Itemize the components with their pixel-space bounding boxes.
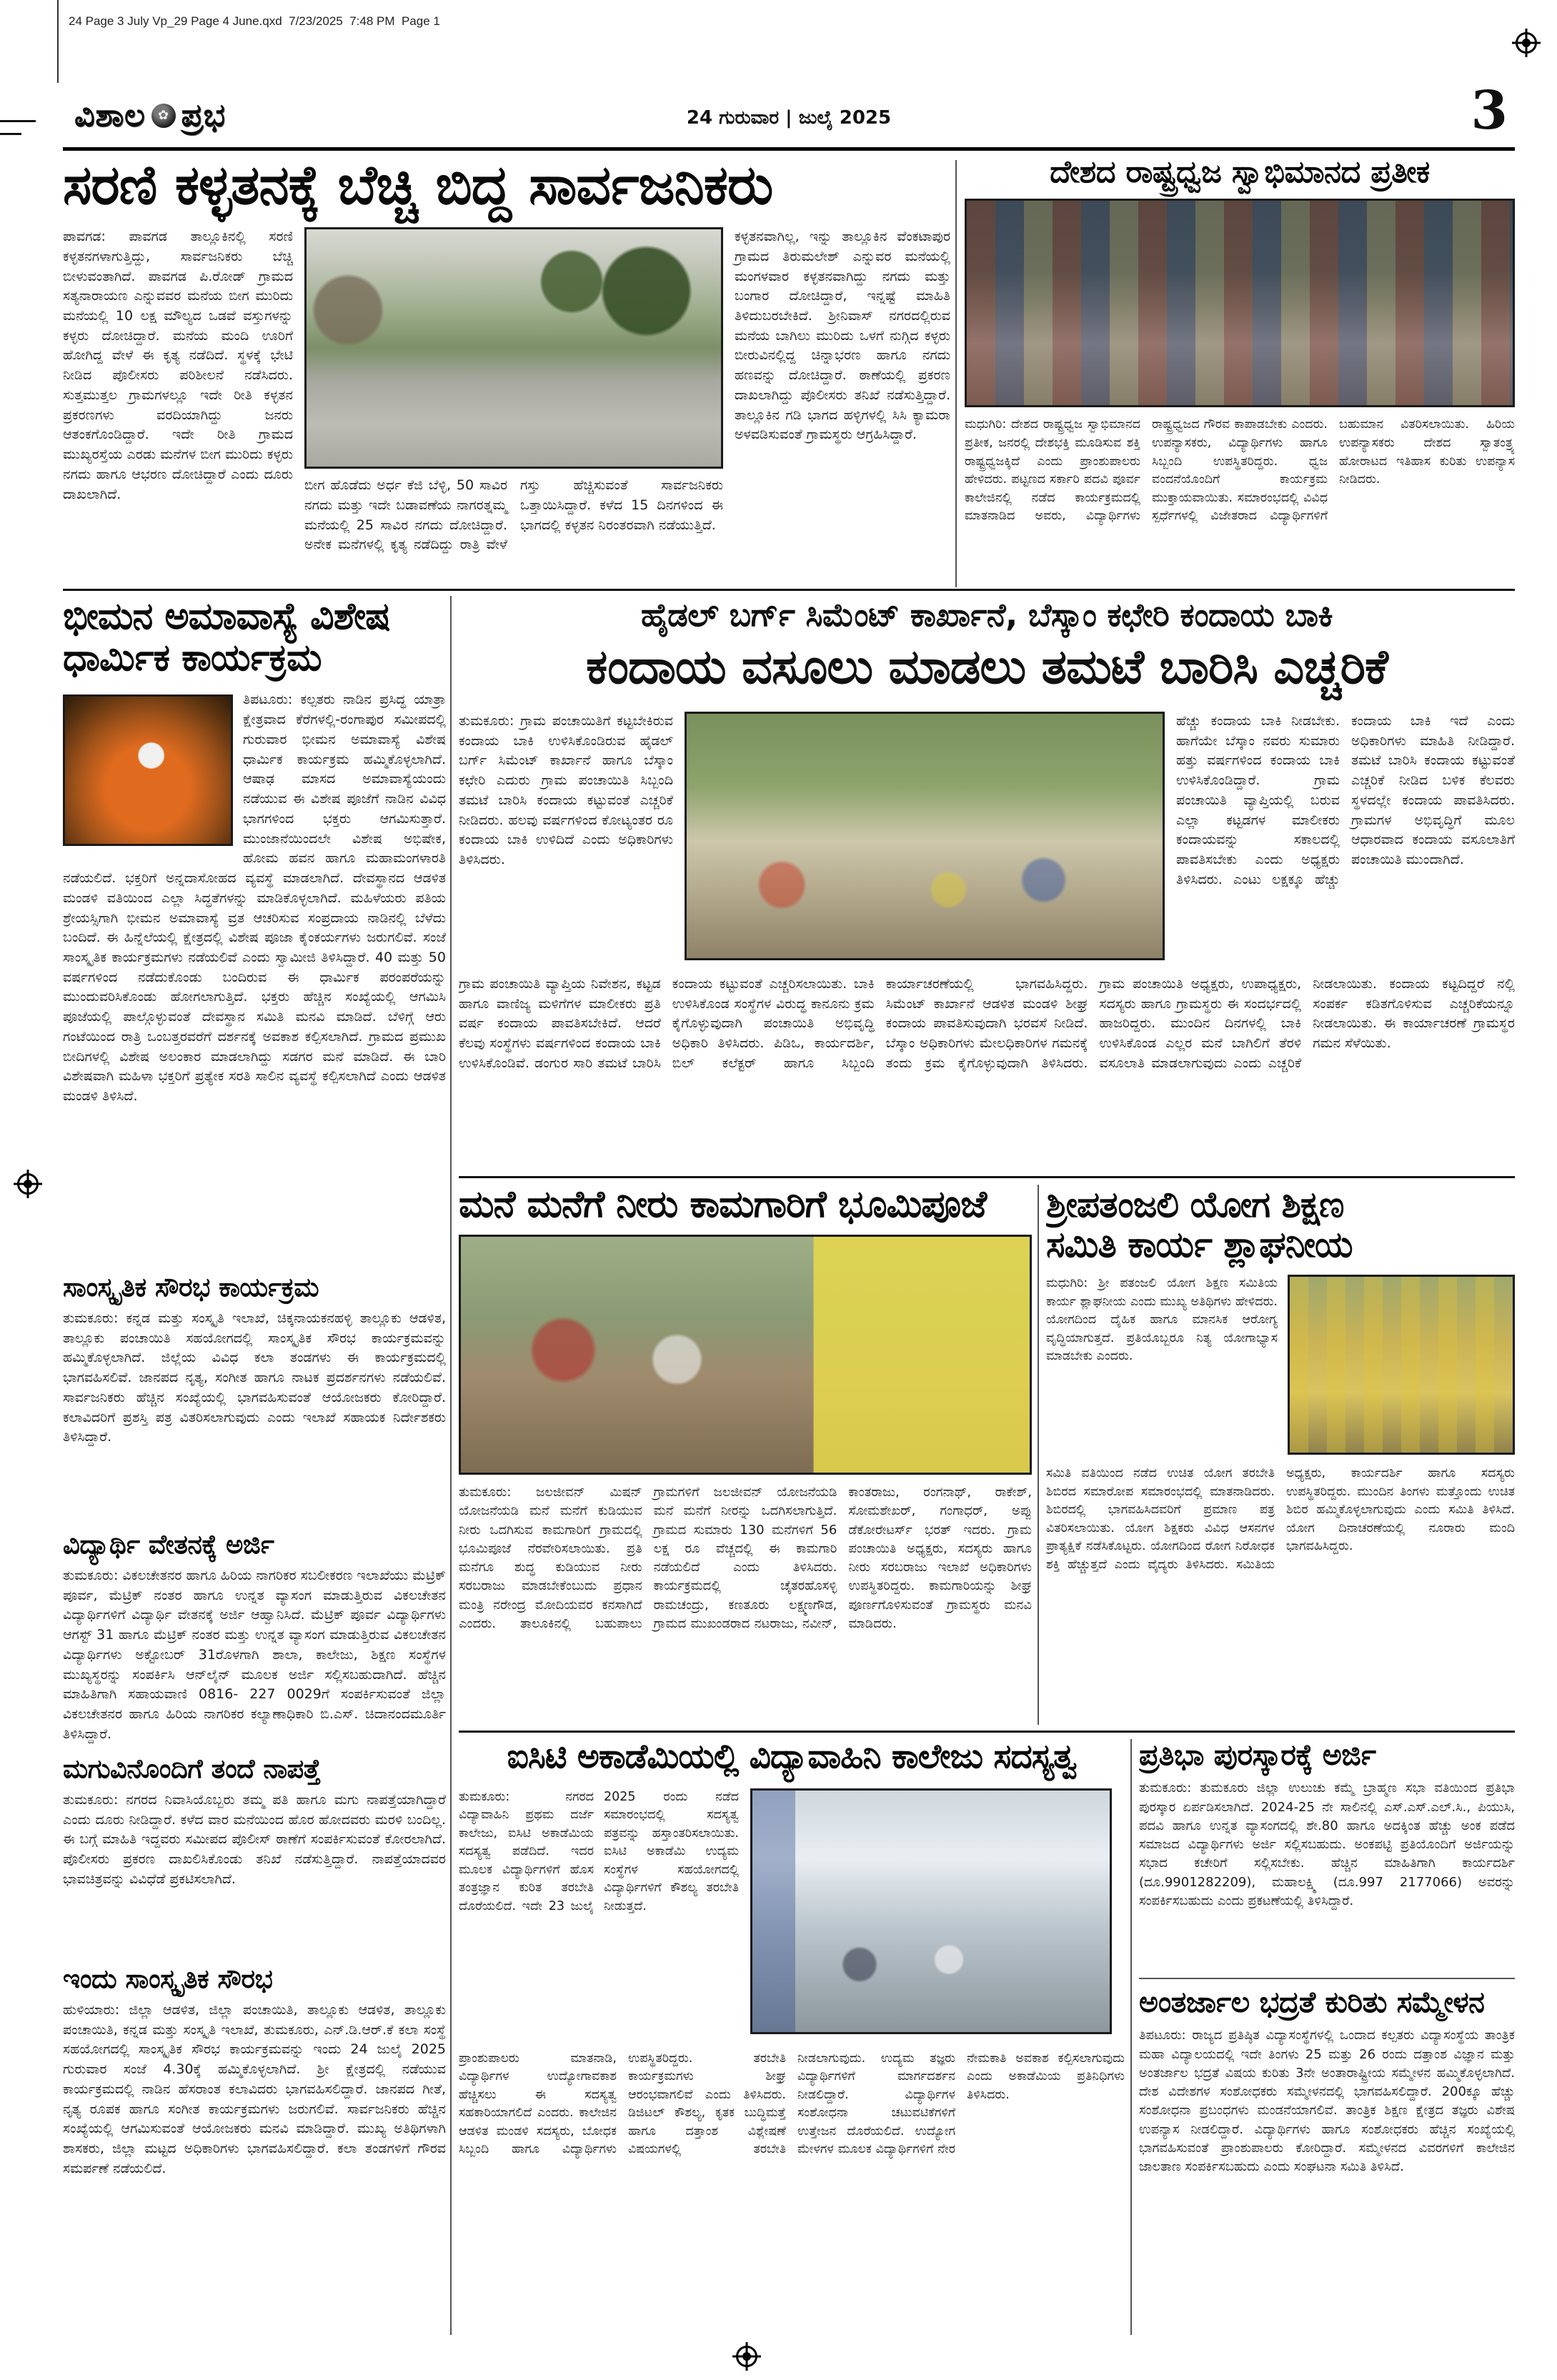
article-revenue-warning bbox=[459, 596, 1515, 1173]
article-photo-column bbox=[304, 227, 723, 587]
article-body: ತುಮಕೂರು: ಕನ್ನಡ ಮತ್ತು ಸಂಸ್ಕೃತಿ ಇಲಾಖೆ, ಚಿಕ್ಕನಾಯಕನಹಳ್ಳಿ ತಾಲ್ಲೂಕು ಆಡಳಿತ, ತಾಲ್ಲೂಕು ಪಂಚಾಯಿತಿ ಸಹಯೋಗದಲ್ಲಿ ಸಾಂಸ್ಕೃತಿಕ ಸೌರಭ ಕಾರ್ಯಕ್ರಮವನ್ನು ಹಮ್ಮಿಕೊಳ್ಳಲಾಗಿದೆ. ಜಿಲ್ಲೆಯ ವಿವಿಧ ಕಲಾ ತಂಡಗಳು ಈ ಕಾರ್ಯಕ್ರಮದಲ್ಲಿ ಭಾಗವಹಿಸಲಿವೆ. ಜಾನಪದ ನೃತ್ಯ, ಸಂಗೀತ ಹಾಗೂ ನಾಟಕ ಪ್ರದರ್ಶನಗಳು ನಡೆಯಲಿವೆ. ಸಾರ್ವಜನಿಕರು ಹೆಚ್ಚಿನ ಸಂಖ್ಯೆಯಲ್ಲಿ ಭಾಗವಹಿಸುವಂತೆ ಆಯೋಜಕರು ಕೋರಿದ್ದಾರೆ. ಕಲಾವಿದರಿಗೆ ಪ್ರಶಸ್ತಿ ಪತ್ರ ವಿತರಿಸಲಾಗುವುದು ಎಂದು ಇಲಾಖೆ ಸಹಾಯಕ ನಿರ್ದೇಶಕರು ತಿಳಿಸಿದ್ದಾರೆ. bbox=[63, 1310, 446, 1445]
article-cultural-today bbox=[63, 1965, 446, 2335]
article-body-row bbox=[63, 227, 950, 587]
photo-bhoomi-pooja bbox=[459, 1235, 1032, 1475]
photo-tamate-group bbox=[685, 712, 1165, 960]
article-body-column: ಕಳ್ಳತನವಾಗಿಲ್ಲ, ಇನ್ನು ತಾಲ್ಲೂಕಿನ ವೆಂಕಟಾಪುರ ಗ್ರಾಮದ ತಿರುಮಲೇಶ್ ಎನ್ನುವರ ಮನೆಯಲ್ಲಿ ಮಂಗಳವಾರ ಕಳ್ಳತನವಾಗಿದ್ದು ನಗದು ಮತ್ತು ಬಂಗಾರ ದೋಚಿದ್ದಾರೆ, ಇನ್ನಷ್ಟೆ ಮಾಹಿತಿ ತಿಳಿದುಬರಬೇಕಿದೆ. ಶ್ರೀನಿವಾಸ್ ನಗರದಲ್ಲಿರುವ ಮನೆಯ ಬಾಗಿಲು ಮುರಿದು ಒಳಗೆ ನುಗ್ಗಿದ ಕಳ್ಳರು ಬೀರುವಿನಲ್ಲಿದ್ದ ಚಿನ್ನಾಭರಣ ಹಾಗೂ ನಗದು ಹಣವನ್ನು ದೋಚಿದ್ದಾರೆ. ಠಾಣೆಯಲ್ಲಿ ಪ್ರಕರಣ ದಾಖಲಾಗಿದ್ದು ಪೊಲೀಸರು ತನಿಖೆ ನಡೆಸುತ್ತಿದ್ದಾರೆ. ತಾಲ್ಲೂಕಿನ ಗಡಿ ಭಾಗದ ಹಳ್ಳಿಗಳಲ್ಲಿ ಸಿಸಿ ಕ್ಯಾಮರಾ ಅಳವಡಿಸುವಂತೆ ಗ್ರಾಮಸ್ಥರು ಆಗ್ರಹಿಸಿದ್ದಾರೆ. bbox=[735, 229, 950, 443]
article-scholarship bbox=[63, 1530, 446, 1752]
photo-yoga-group bbox=[1288, 1275, 1515, 1455]
article-headline: ಐಸಿಟಿ ಅಕಾಡೆಮಿಯಲ್ಲಿ ವಿದ್ಯಾವಾಹಿನಿ ಕಾಲೇಜು ಸದಸ್ಯತ್ವ bbox=[507, 1739, 1077, 1776]
article-pratibha-award bbox=[1139, 1739, 1515, 1975]
article-body-column: ತುಮಕೂರು: ಗ್ರಾಮ ಪಂಚಾಯಿತಿಗೆ ಕಟ್ಟಬೇಕಿರುವ ಕಂದಾಯ ಬಾಕಿ ಉಳಿಸಿಕೊಂಡಿರುವ ಹೈಡಲ್ ಬರ್ಗ್ ಸಿಮೆಂಟ್ ಕಾರ್ಖಾನೆ ಹಾಗೂ ಬೆಸ್ಕಾಂ ಕಛೇರಿ ಎದುರು ಗ್ರಾಮ ಪಂಚಾಯಿತಿ ಸಿಬ್ಬಂದಿ ತಮಟೆ ಬಾರಿಸಿ ಕಂದಾಯ ಕಟ್ಟುವಂತೆ ಎಚ್ಚರಿಕೆ ನೀಡಿದರು. ಹಲವು ವರ್ಷಗಳಿಂದ ಕೋಟ್ಯಂತರ ರೂ ಕಂದಾಯ ಬಾಕಿ ಉಳಿದಿದೆ ಎಂದು ಅಧಿಕಾರಿಗಳು ತಿಳಿಸಿದರು. bbox=[459, 713, 673, 868]
crop-mark bbox=[57, 0, 59, 83]
article-body-column: ಹೆಚ್ಚು ಕಂದಾಯ ಬಾಕಿ ನೀಡಬೇಕು. ಹಾಗೆಯೇ ಬೆಸ್ಕಾಂ ನವರು ಸುಮಾರು ಹತ್ತು ವರ್ಷಗಳಿಂದ ಕಂದಾಯ ಬಾಕಿ ಉಳಿಸಿಕೊಂಡಿದ್ದಾರೆ. ಗ್ರಾಮ ಪಂಚಾಯಿತಿ ವ್ಯಾಪ್ತಿಯಲ್ಲಿ ಬರುವ ಎಲ್ಲಾ ಕಟ್ಟಡಗಳ ಮಾಲೀಕರು ಕಂದಾಯವನ್ನು ಸಕಾಲದಲ್ಲಿ ಪಾವತಿಸಬೇಕು ಎಂದು ಅಧ್ಯಕ್ಷರು ತಿಳಿಸಿದರು. ಎಂಟು ಲಕ್ಷಕ್ಕೂ ಹೆಚ್ಚು ಕಂದಾಯ ಬಾಕಿ ಇದೆ ಎಂದು ಅಧಿಕಾರಿಗಳು ಮಾಹಿತಿ ನೀಡಿದ್ದಾರೆ. ತಮಟೆ ಬಾರಿಸಿ ಕಂದಾಯ ಕಟ್ಟುವಂತೆ ಎಚ್ಚರಿಕೆ ನೀಡಿದ ಬಳಿಕ ಕೆಲವರು ಸ್ಥಳದಲ್ಲೇ ಕಂದಾಯ ಪಾವತಿಸಿದರು. ಗ್ರಾಮಗಳ ಅಭಿವೃದ್ಧಿಗೆ ಮೂಲ ಆಧಾರವಾದ ಕಂದಾಯ ವಸೂಲಾತಿಗೆ ಪಂಚಾಯಿತಿ ಮುಂದಾಗಿದೆ. bbox=[1176, 713, 1515, 887]
article-body: ಸಮಿತಿ ವತಿಯಿಂದ ನಡೆದ ಉಚಿತ ಯೋಗ ತರಬೇತಿ ಶಿಬಿರದ ಸಮಾರೋಪ ಸಮಾರಂಭದಲ್ಲಿ ಮಾತನಾಡಿದರು. ಶಿಬಿರದಲ್ಲಿ ಭಾಗವಹಿಸಿದವರಿಗೆ ಪ್ರಮಾಣ ಪತ್ರ ವಿತರಿಸಲಾಯಿತು. ಯೋಗ ಶಿಕ್ಷಕರು ವಿವಿಧ ಆಸನಗಳ ಪ್ರಾತ್ಯಕ್ಷಿಕೆ ನಡೆಸಿಕೊಟ್ಟರು. ಯೋಗದಿಂದ ರೋಗ ನಿರೋಧಕ ಶಕ್ತಿ ಹೆಚ್ಚುತ್ತದೆ ಎಂದು ವೈದ್ಯರು ತಿಳಿಸಿದರು. ಸಮಿತಿಯ ಅಧ್ಯಕ್ಷರು, ಕಾರ್ಯದರ್ಶಿ ಹಾಗೂ ಸದಸ್ಯರು ಉಪಸ್ಥಿತರಿದ್ದರು. ಮುಂದಿನ ತಿಂಗಳು ಮತ್ತೊಂದು ಉಚಿತ ಶಿಬಿರ ಹಮ್ಮಿಕೊಳ್ಳಲಾಗುವುದು ಎಂದು ಸಮಿತಿ ತಿಳಿಸಿದೆ. ಯೋಗ ದಿನಾಚರಣೆಯಲ್ಲಿ ನೂರಾರು ಮಂದಿ ಭಾಗವಹಿಸಿದ್ದರು. bbox=[1046, 1466, 1515, 1572]
article-bheemana-amavasye bbox=[63, 596, 446, 1270]
article-body: ಗ್ರಾಮ ಪಂಚಾಯಿತಿ ವ್ಯಾಪ್ತಿಯ ನಿವೇಶನ, ಕಟ್ಟಡ ಹಾಗೂ ವಾಣಿಜ್ಯ ಮಳಿಗೆಗಳ ಮಾಲೀಕರು ಪ್ರತಿ ವರ್ಷ ಕಂದಾಯ ಪಾವತಿಸಬೇಕಿದೆ. ಆದರೆ ಕೆಲವು ಸಂಸ್ಥೆಗಳು ವರ್ಷಗಳಿಂದ ಕಂದಾಯ ಬಾಕಿ ಉಳಿಸಿಕೊಂಡಿವೆ. ಡಂಗುರ ಸಾರಿ ತಮಟೆ ಬಾರಿಸಿ ಕಂದಾಯ ಕಟ್ಟುವಂತೆ ಎಚ್ಚರಿಸಲಾಯಿತು. ಬಾಕಿ ಉಳಿಸಿಕೊಂಡ ಸಂಸ್ಥೆಗಳ ವಿರುದ್ಧ ಕಾನೂನು ಕ್ರಮ ಕೈಗೊಳ್ಳುವುದಾಗಿ ಪಂಚಾಯಿತಿ ಅಭಿವೃದ್ಧಿ ಅಧಿಕಾರಿ ತಿಳಿಸಿದರು. ಪಿಡಿಒ, ಕಾರ್ಯದರ್ಶಿ, ಬಿಲ್ ಕಲೆಕ್ಟರ್ ಹಾಗೂ ಸಿಬ್ಬಂದಿ ಕಾರ್ಯಾಚರಣೆಯಲ್ಲಿ ಭಾಗವಹಿಸಿದ್ದರು. ಸಿಮೆಂಟ್ ಕಾರ್ಖಾನೆ ಆಡಳಿತ ಮಂಡಳಿ ಶೀಘ್ರ ಕಂದಾಯ ಪಾವತಿಸುವುದಾಗಿ ಭರವಸೆ ನೀಡಿದೆ. ಬೆಸ್ಕಾಂ ಅಧಿಕಾರಿಗಳು ಮೇಲಧಿಕಾರಿಗಳ ಗಮನಕ್ಕೆ ತಂದು ಕ್ರಮ ಕೈಗೊಳ್ಳುವುದಾಗಿ ತಿಳಿಸಿದರು. ಗ್ರಾಮ ಪಂಚಾಯಿತಿ ಅಧ್ಯಕ್ಷರು, ಉಪಾಧ್ಯಕ್ಷರು, ಸದಸ್ಯರು ಹಾಗೂ ಗ್ರಾಮಸ್ಥರು ಈ ಸಂದರ್ಭದಲ್ಲಿ ಹಾಜರಿದ್ದರು. ಮುಂದಿನ ದಿನಗಳಲ್ಲಿ ಬಾಕಿ ಉಳಿಸಿಕೊಂಡ ಎಲ್ಲರ ಮನೆ ಬಾಗಿಲಿಗೆ ತೆರಳಿ ವಸೂಲಾತಿ ಮಾಡಲಾಗುವುದು ಎಂದು ಎಚ್ಚರಿಕೆ ನೀಡಲಾಯಿತು. ಕಂದಾಯ ಕಟ್ಟದಿದ್ದರೆ ನಲ್ಲಿ ಸಂಪರ್ಕ ಕಡಿತಗೊಳಿಸುವ ಎಚ್ಚರಿಕೆಯನ್ನೂ ನೀಡಲಾಯಿತು. ಈ ಕಾರ್ಯಾಚರಣೆ ಗ್ರಾಮಸ್ಥರ ಗಮನ ಸೆಳೆಯಿತು. bbox=[459, 976, 1515, 1071]
column-divider bbox=[955, 160, 957, 587]
masthead bbox=[63, 80, 1515, 146]
logo-word-2: ಪ್ರಭ bbox=[181, 97, 226, 134]
section-rule bbox=[1139, 1978, 1515, 1979]
crop-mark bbox=[0, 133, 21, 135]
article-ict-academy bbox=[459, 1739, 1125, 2335]
article-body: ತಿಪಟೂರು: ಕಲ್ಪತರು ನಾಡಿನ ಪ್ರಸಿದ್ಧ ಯಾತ್ರಾ ಕ್ಷೇತ್ರವಾದ ಕೆರೆಗಳಲ್ಲಿ-ರಂಗಾಪುರ ಸಮೀಪದಲ್ಲಿ ಗುರುವಾರ ಭೀಮನ ಅಮಾವಾಸ್ಯೆ ವಿಶೇಷ ಧಾರ್ಮಿಕ ಕಾರ್ಯಕ್ರಮ ಹಮ್ಮಿಕೊಳ್ಳಲಾಗಿದೆ. ಆಷಾಢ ಮಾಸದ ಅಮಾವಾಸ್ಯೆಯಂದು ನಡೆಯುವ ಈ ವಿಶೇಷ ಪೂಜೆಗೆ ನಾಡಿನ ವಿವಿಧ ಭಾಗಗಳಿಂದ ಭಕ್ತರು ಆಗಮಿಸುತ್ತಾರೆ. ಮುಂಜಾನೆಯಿಂದಲೇ ವಿಶೇಷ ಅಭಿಷೇಕ, ಹೋಮ ಹವನ ಹಾಗೂ ಮಹಾಮಂಗಳಾರತಿ ನಡೆಯಲಿದೆ. ಭಕ್ತರಿಗೆ ಅನ್ನದಾಸೋಹದ ವ್ಯವಸ್ಥೆ ಮಾಡಲಾಗಿದೆ. ದೇವಸ್ಥಾನದ ಆಡಳಿತ ಮಂಡಳಿ ವತಿಯಿಂದ ಎಲ್ಲಾ ಸಿದ್ಧತೆಗಳನ್ನು ಮಾಡಿಕೊಳ್ಳಲಾಗಿದೆ. ಮಹಿಳೆಯರು ಪತಿಯ ಶ್ರೇಯಸ್ಸಿಗಾಗಿ ಭೀಮನ ಅಮಾವಾಸ್ಯೆ ವ್ರತ ಆಚರಿಸುವ ಸಂಪ್ರದಾಯ ನಾಡಿನಲ್ಲಿ ಬೆಳೆದು ಬಂದಿದೆ. ಈ ಹಿನ್ನೆಲೆಯಲ್ಲಿ ಕ್ಷೇತ್ರದಲ್ಲಿ ವಿಶೇಷ ಪೂಜಾ ಕೈಂಕರ್ಯಗಳು ಜರುಗಲಿವೆ. ಸಂಜೆ ಸಾಂಸ್ಕೃತಿಕ ಕಾರ್ಯಕ್ರಮಗಳು ನಡೆಯಲಿವೆ ಎಂದು ಸ್ವಾಮೀಜಿ ತಿಳಿಸಿದ್ದಾರೆ. 40 ಮತ್ತು 50 ವರ್ಷಗಳಿಂದ ನಡೆದುಕೊಂಡು ಬಂದಿರುವ ಈ ಧಾರ್ಮಿಕ ಪರಂಪರೆಯನ್ನು ಮುಂದುವರಿಸಿಕೊಂಡು ಹೋಗಲಾಗುತ್ತಿದೆ. ಭಕ್ತರು ಹೆಚ್ಚಿನ ಸಂಖ್ಯೆಯಲ್ಲಿ ಆಗಮಿಸಿ ಪೂಜೆಯಲ್ಲಿ ಪಾಲ್ಗೊಳ್ಳುವಂತೆ ದೇವಸ್ಥಾನ ಸಮಿತಿ ಮನವಿ ಮಾಡಿದೆ. ಬೆಳಿಗ್ಗೆ ಆರು ಗಂಟೆಯಿಂದ ರಾತ್ರಿ ಒಂಬತ್ತರವರೆಗೆ ದರ್ಶನಕ್ಕೆ ಅವಕಾಶ ಕಲ್ಪಿಸಲಾಗಿದೆ. ಗ್ರಾಮದ ಪ್ರಮುಖ ಬೀದಿಗಳಲ್ಲಿ ವಿಶೇಷ ಅಲಂಕಾರ ಮಾಡಲಾಗಿದ್ದು ಸಡಗರ ಮನೆ ಮಾಡಿದೆ. ಈ ಬಾರಿ ವಿಶೇಷವಾಗಿ ಮಹಿಳಾ ಭಕ್ತರಿಗೆ ಪ್ರತ್ಯೇಕ ಸರತಿ ಸಾಲಿನ ವ್ಯವಸ್ಥೆ ಕಲ್ಪಿಸಲಾಗಿದೆ ಎಂದು ಆಡಳಿತ ಮಂಡಳಿ ತಿಳಿಸಿದೆ. bbox=[63, 692, 446, 1105]
article-body-column: ಪಾವಗಡ: ಪಾವಗಡ ತಾಲ್ಲೂಕಿನಲ್ಲಿ ಸರಣಿ ಕಳ್ಳತನಗಳಾಗುತ್ತಿದ್ದು, ಸಾರ್ವಜನಿಕರು ಬೆಚ್ಚಿ ಬೀಳುವಂತಾಗಿದೆ. ಪಾವಗಡ ಪಿ.ರೋಡ್ ಗ್ರಾಮದ ಸತ್ಯನಾರಾಯಣ ಎನ್ನುವವರ ಮನೆಯ ಬೀಗ ಮುರಿದು ಮನೆಯಲ್ಲಿ 10 ಲಕ್ಷ ಮೌಲ್ಯದ ಒಡವೆ ವಸ್ತುಗಳನ್ನು ಕಳ್ಳರು ದೋಚಿದ್ದಾರೆ. ಮನೆಯ ಮಂದಿ ಊರಿಗೆ ಹೋಗಿದ್ದ ವೇಳೆ ಈ ಕೃತ್ಯ ನಡೆದಿದೆ. ಸ್ಥಳಕ್ಕೆ ಭೇಟಿ ನೀಡಿದ ಪೊಲೀಸರು ಪರಿಶೀಲನೆ ನಡೆಸಿದರು. ಸುತ್ತಮುತ್ತಲ ಗ್ರಾಮಗಳಲ್ಲೂ ಇದೇ ರೀತಿ ಕಳ್ಳತನ ಪ್ರಕರಣಗಳು ವರದಿಯಾಗಿದ್ದು ಜನರು ಆತಂಕಗೊಂಡಿದ್ದಾರೆ. ಇದೇ ರೀತಿ ಗ್ರಾಮದ ಮುಖ್ಯರಸ್ತೆಯ ಎರಡು ಮನೆಗಳ ಬೀಗ ಮುರಿದು ಕಳ್ಳರು ನಗದು ಹಾಗೂ ಆಭರಣ ದೋಚಿದ್ದಾರೆ ಎಂದು ದೂರು ದಾಖಲಾಗಿದೆ. bbox=[63, 229, 293, 502]
article-body: ತುಮಕೂರು: ವಿಕಲಚೇತನರ ಹಾಗೂ ಹಿರಿಯ ನಾಗರಿಕರ ಸಬಲೀಕರಣ ಇಲಾಖೆಯು ಮೆಟ್ರಿಕ್ ಪೂರ್ವ, ಮೆಟ್ರಿಕ್ ನಂತರ ಹಾಗೂ ಉನ್ನತ ವ್ಯಾಸಂಗ ಮಾಡುತ್ತಿರುವ ವಿಕಲಚೇತನ ವಿದ್ಯಾರ್ಥಿಗಳಿಗೆ ವಿದ್ಯಾರ್ಥಿ ವೇತನಕ್ಕೆ ಅರ್ಜಿ ಆಹ್ವಾನಿಸಿದೆ. ಮೆಟ್ರಿಕ್ ಪೂರ್ವ ವಿದ್ಯಾರ್ಥಿಗಳು ಆಗಸ್ಟ್ 31 ಹಾಗೂ ಮೆಟ್ರಿಕ್ ನಂತರ ಮತ್ತು ಉನ್ನತ ವ್ಯಾಸಂಗ ಮಾಡುತ್ತಿರುವ ವಿಕಲಚೇತನ ವಿದ್ಯಾರ್ಥಿಗಳು ಅಕ್ಟೋಬರ್ 31ರೊಳಗಾಗಿ ಶಾಲಾ, ಕಾಲೇಜು, ಶಿಕ್ಷಣ ಸಂಸ್ಥೆಗಳ ಮುಖ್ಯಸ್ಥರನ್ನು ಸಂಪರ್ಕಿಸಿ ಆನ್‌ಲೈನ್ ಮೂಲಕ ಅರ್ಜಿ ಸಲ್ಲಿಸಬಹುದಾಗಿದೆ. ಹೆಚ್ಚಿನ ಮಾಹಿತಿಗಾಗಿ ಸಹಾಯವಾಣಿ 0816- 227 0029ಗೆ ಸಂಪರ್ಕಿಸುವಂತೆ ಜಿಲ್ಲಾ ವಿಕಲಚೇತನರ ಹಾಗೂ ಹಿರಿಯ ನಾಗರಿಕರ ಕಲ್ಯಾಣಾಧಿಕಾರಿ ಬಿ.ಎಸ್. ಚಿದಾನಂದಮೂರ್ತಿ ತಿಳಿಸಿದ್ದಾರೆ. bbox=[63, 1567, 446, 1742]
article-body: ತುಮಕೂರು: ತುಮಕೂರು ಜಿಲ್ಲಾ ಉಲುಚು ಕಮ್ಮೆ ಬ್ರಾಹ್ಮಣ ಸಭಾ ವತಿಯಿಂದ ಪ್ರತಿಭಾ ಪುರಸ್ಕಾರ ಏರ್ಪಡಿಸಲಾಗಿದೆ. 2024-25 ನೇ ಸಾಲಿನಲ್ಲಿ ಎಸ್.ಎಸ್.ಎಲ್.ಸಿ., ಪಿಯುಸಿ, ಪದವಿ ಹಾಗೂ ಉನ್ನತ ವ್ಯಾಸಂಗದಲ್ಲಿ ಶೇ.80 ಹಾಗೂ ಅದಕ್ಕಿಂತ ಹೆಚ್ಚು ಅಂಕ ಪಡೆದ ಸಮಾಜದ ವಿದ್ಯಾರ್ಥಿಗಳು ಅರ್ಜಿ ಸಲ್ಲಿಸಬಹುದು. ಅಂಕಪಟ್ಟಿ ಪ್ರತಿಯೊಂದಿಗೆ ಅರ್ಜಿಯನ್ನು ಸಭಾದ ಕಚೇರಿಗೆ ಸಲ್ಲಿಸಬೇಕು. ಹೆಚ್ಚಿನ ಮಾಹಿತಿಗಾಗಿ ಕಾರ್ಯದರ್ಶಿ (ದೂ.9901282209), ಮಹಾಲಕ್ಷ್ಮಿ (ದೂ.997 2177066) ಅವರನ್ನು ಸಂಪರ್ಕಿಸಬಹುದು ಎಂದು ಪ್ರಕಟಣೆಯಲ್ಲಿ ತಿಳಿಸಿದ್ದಾರೆ. bbox=[1139, 1781, 1515, 1908]
section-rule bbox=[63, 589, 1515, 591]
prepress-slugline: 24 Page 3 July Vp_29 Page 4 June.qxd 7/23/2025 7:48 PM Page 1 bbox=[69, 14, 440, 28]
article-headline: ಸಾಂಸ್ಕೃತಿಕ ಸೌರಭ ಕಾರ್ಯಕ್ರಮ bbox=[63, 1273, 319, 1303]
article-headline: ಪ್ರತಿಭಾ ಪುರಸ್ಕಾರಕ್ಕೆ ಅರ್ಜಿ bbox=[1139, 1739, 1376, 1772]
photo-swamiji-portrait bbox=[63, 694, 233, 846]
headline-line-2: ಸಮಿತಿ ಕಾರ್ಯ ಶ್ಲಾಘನೀಯ bbox=[1046, 1224, 1353, 1265]
article-body-row bbox=[459, 712, 1515, 960]
page-number: 3 bbox=[1471, 80, 1508, 141]
article-kicker: ಹೈಡಲ್ ಬರ್ಗ್ ಸಿಮೆಂಟ್ ಕಾರ್ಖಾನೆ, ಬೆಸ್ಕಾಂ ಕಛೇರಿ ಕಂದಾಯ ಬಾಕಿ bbox=[640, 596, 1333, 634]
article-headline bbox=[1046, 1185, 1515, 1265]
article-body: ಪ್ರಾಂಶುಪಾಲರು ಮಾತನಾಡಿ, ವಿದ್ಯಾರ್ಥಿಗಳ ಉದ್ಯೋಗಾವಕಾಶ ಹೆಚ್ಚಿಸಲು ಈ ಸದಸ್ಯತ್ವ ಸಹಕಾರಿಯಾಗಲಿದೆ ಎಂದರು. ಕಾಲೇಜಿನ ಆಡಳಿತ ಮಂಡಳಿ ಸದಸ್ಯರು, ಬೋಧಕ ಸಿಬ್ಬಂದಿ ಹಾಗೂ ವಿದ್ಯಾರ್ಥಿಗಳು ಉಪಸ್ಥಿತರಿದ್ದರು. ತರಬೇತಿ ಕಾರ್ಯಕ್ರಮಗಳು ಶೀಘ್ರ ಆರಂಭವಾಗಲಿವೆ ಎಂದು ತಿಳಿಸಿದರು. ಡಿಜಿಟಲ್ ಕೌಶಲ್ಯ, ಕೃತಕ ಬುದ್ಧಿಮತ್ತೆ ಹಾಗೂ ದತ್ತಾಂಶ ವಿಶ್ಲೇಷಣೆ ವಿಷಯಗಳಲ್ಲಿ ತರಬೇತಿ ನೀಡಲಾಗುವುದು. ಉದ್ಯಮ ತಜ್ಞರು ವಿದ್ಯಾರ್ಥಿಗಳಿಗೆ ಮಾರ್ಗದರ್ಶನ ನೀಡಲಿದ್ದಾರೆ. ವಿದ್ಯಾರ್ಥಿಗಳ ಸಂಶೋಧನಾ ಚಟುವಟಿಕೆಗಳಿಗೆ ಉತ್ತೇಜನ ದೊರೆಯಲಿದೆ. ಉದ್ಯೋಗ ಮೇಳಗಳ ಮೂಲಕ ವಿದ್ಯಾರ್ಥಿಗಳಿಗೆ ನೇರ ನೇಮಕಾತಿ ಅವಕಾಶ ಕಲ್ಪಿಸಲಾಗುವುದು ಎಂದು ಅಕಾಡೆಮಿಯ ಪ್ರತಿನಿಧಿಗಳು ತಿಳಿಸಿದರು. bbox=[459, 2051, 1125, 2157]
article-cultural-program bbox=[63, 1273, 446, 1528]
photo-street-scene bbox=[304, 227, 723, 469]
article-yoga-committee bbox=[1046, 1185, 1515, 1725]
article-missing-father bbox=[63, 1755, 446, 1962]
article-security-conference bbox=[1139, 1986, 1515, 2335]
article-body-wrap bbox=[63, 690, 446, 1240]
article-serial-theft bbox=[63, 156, 950, 587]
article-body: ಹುಳಿಯಾರು: ಜಿಲ್ಲಾ ಆಡಳಿತ, ಜಿಲ್ಲಾ ಪಂಚಾಯಿತಿ, ತಾಲ್ಲೂಕು ಆಡಳಿತ, ತಾಲ್ಲೂಕು ಪಂಚಾಯಿತಿ, ಕನ್ನಡ ಮತ್ತು ಸಂಸ್ಕೃತಿ ಇಲಾಖೆ, ತುಮಕೂರು, ಎನ್.ಡಿ.ಆರ್.ಕೆ ಕಲಾ ಸಂಸ್ಥೆ ಸಹಯೋಗದಲ್ಲಿ ಸಾಂಸ್ಕೃತಿಕ ಸೌರಭ ಕಾರ್ಯಕ್ರಮವನ್ನು ಇಂದು 24 ಜುಲೈ 2025 ಗುರುವಾರ ಸಂಜೆ 4.30ಕ್ಕೆ ಹಮ್ಮಿಕೊಳ್ಳಲಾಗಿದೆ. ಶ್ರೀ ಕ್ಷೇತ್ರದಲ್ಲಿ ನಡೆಯುವ ಕಾರ್ಯಕ್ರಮದಲ್ಲಿ ನಾಡಿನ ಹೆಸರಾಂತ ಕಲಾವಿದರು ಭಾಗವಹಿಸಲಿದ್ದಾರೆ. ಜಾನಪದ ಗೀತೆ, ನೃತ್ಯ ರೂಪಕ ಹಾಗೂ ಸಂಗೀತ ಕಾರ್ಯಕ್ರಮಗಳು ಜರುಗಲಿವೆ. ಸಾರ್ವಜನಿಕರು ಹೆಚ್ಚಿನ ಸಂಖ್ಯೆಯಲ್ಲಿ ಆಗಮಿಸುವಂತೆ ಆಯೋಜಕರು ಮನವಿ ಮಾಡಿದ್ದಾರೆ. ಮುಖ್ಯ ಅತಿಥಿಗಳಾಗಿ ಶಾಸಕರು, ಜಿಲ್ಲಾ ಮಟ್ಟದ ಅಧಿಕಾರಿಗಳು ಭಾಗವಹಿಸಲಿದ್ದಾರೆ. ಕಲಾ ತಂಡಗಳಿಗೆ ಗೌರವ ಸಮರ್ಪಣೆ ನಡೆಯಲಿದೆ. bbox=[63, 2001, 446, 2176]
column-divider bbox=[1038, 1185, 1039, 1725]
article-headline: ಇಂದು ಸಾಂಸ್ಕೃತಿಕ ಸೌರಭ bbox=[63, 1965, 273, 1994]
article-headline: ಮಗುವಿನೊಂದಿಗೆ ತಂದೆ ನಾಪತ್ತೆ bbox=[63, 1755, 321, 1784]
logo-emblem-icon: ✿ bbox=[151, 104, 176, 128]
registration-mark-icon bbox=[17, 1173, 39, 1195]
masthead-rule bbox=[63, 147, 1515, 151]
article-body: ತುಮಕೂರು: ನಗರದ ನಿವಾಸಿಯೊಬ್ಬರು ತಮ್ಮ ಪತಿ ಹಾಗೂ ಮಗು ನಾಪತ್ತೆಯಾಗಿದ್ದಾರೆ ಎಂದು ದೂರು ನೀಡಿದ್ದಾರೆ. ಕಳೆದ ವಾರ ಮನೆಯಿಂದ ಹೊರ ಹೋದವರು ಮರಳಿ ಬಂದಿಲ್ಲ. ಈ ಬಗ್ಗೆ ಮಾಹಿತಿ ಇದ್ದವರು ಸಮೀಪದ ಪೊಲೀಸ್ ಠಾಣೆಗೆ ಸಂಪರ್ಕಿಸುವಂತೆ ಕೋರಲಾಗಿದೆ. ಪೊಲೀಸರು ಪ್ರಕರಣ ದಾಖಲಿಸಿಕೊಂಡು ತನಿಖೆ ನಡೆಸುತ್ತಿದ್ದಾರೆ. ನಾಪತ್ತೆಯಾದವರ ಭಾವಚಿತ್ರವನ್ನು ವಿವಿಧೆಡೆ ಪ್ರಕಟಿಸಲಾಗಿದೆ. bbox=[63, 1791, 446, 1887]
photo-classroom-group bbox=[965, 199, 1515, 407]
photo-college-group bbox=[750, 1788, 1112, 2034]
article-headline: ಭೀಮನ ಅಮಾವಾಸ್ಯೆ ವಿಶೇಷ ಧಾರ್ಮಿಕ ಕಾರ್ಯಕ್ರಮ bbox=[63, 596, 390, 680]
article-body: ತಿಪಟೂರು: ರಾಜ್ಯದ ಪ್ರತಿಷ್ಠಿತ ವಿದ್ಯಾಸಂಸ್ಥೆಗಳಲ್ಲಿ ಒಂದಾದ ಕಲ್ಪತರು ವಿದ್ಯಾಸಂಸ್ಥೆಯ ತಾಂತ್ರಿಕ ಮಹಾ ವಿದ್ಯಾಲಯದಲ್ಲಿ ಇದೇ ತಿಂಗಳು 25 ಮತ್ತು 26 ರಂದು ದತ್ತಾಂಶ ವಿಜ್ಞಾನ ಮತ್ತು ಅಂತರ್ಜಾಲ ಭದ್ರತೆ ವಿಷಯ ಕುರಿತು 3ನೇ ಅಂತಾರಾಷ್ಟ್ರೀಯ ಸಮ್ಮೇಳನ ಹಮ್ಮಿಕೊಳ್ಳಲಾಗಿದೆ. ದೇಶ ವಿದೇಶಗಳ ಸಂಶೋಧಕರು ಸಮ್ಮೇಳನದಲ್ಲಿ ಭಾಗವಹಿಸಲಿದ್ದಾರೆ. 200ಕ್ಕೂ ಹೆಚ್ಚು ಸಂಶೋಧನಾ ಪ್ರಬಂಧಗಳು ಮಂಡನೆಯಾಗಲಿವೆ. ತಾಂತ್ರಿಕ ಶಿಕ್ಷಣ ಕ್ಷೇತ್ರದ ತಜ್ಞರು ವಿಶೇಷ ಉಪನ್ಯಾಸ ನೀಡಲಿದ್ದಾರೆ. ವಿದ್ಯಾರ್ಥಿಗಳು ಹಾಗೂ ಸಂಶೋಧಕರು ಹೆಚ್ಚಿನ ಸಂಖ್ಯೆಯಲ್ಲಿ ಭಾಗವಹಿಸುವಂತೆ ಪ್ರಾಂಶುಪಾಲರು ಕೋರಿದ್ದಾರೆ. ಸಮ್ಮೇಳನದ ವಿವರಗಳಿಗೆ ಕಾಲೇಜಿನ ಜಾಲತಾಣ ಸಂಪರ್ಕಿಸಬಹುದು ಎಂದು ಸಂಘಟನಾ ಸಮಿತಿ ತಿಳಿಸಿದೆ. bbox=[1139, 2028, 1515, 2175]
article-headline: ಮನೆ ಮನೆಗೆ ನೀರು ಕಾಮಗಾರಿಗೆ ಭೂಮಿಪೂಜೆ bbox=[459, 1185, 987, 1226]
registration-mark-icon bbox=[1516, 32, 1537, 54]
article-headline: ವಿದ್ಯಾರ್ಥಿ ವೇತನಕ್ಕೆ ಅರ್ಜಿ bbox=[63, 1530, 274, 1560]
article-body: ಮಧುಗಿರಿ: ದೇಶದ ರಾಷ್ಟ್ರಧ್ವಜ ಸ್ವಾಭಿಮಾನದ ಪ್ರತೀಕ, ಜನರಲ್ಲಿ ದೇಶಭಕ್ತಿ ಮೂಡಿಸುವ ಶಕ್ತಿ ರಾಷ್ಟ್ರಧ್ವಜಕ್ಕಿದೆ ಎಂದು ಪ್ರಾಂಶುಪಾಲರು ಹೇಳಿದರು. ಪಟ್ಟಣದ ಸರ್ಕಾರಿ ಪದವಿ ಪೂರ್ವ ಕಾಲೇಜಿನಲ್ಲಿ ನಡೆದ ಕಾರ್ಯಕ್ರಮದಲ್ಲಿ ಮಾತನಾಡಿದ ಅವರು, ವಿದ್ಯಾರ್ಥಿಗಳು ರಾಷ್ಟ್ರಧ್ವಜದ ಗೌರವ ಕಾಪಾಡಬೇಕು ಎಂದರು. ಉಪನ್ಯಾಸಕರು, ವಿದ್ಯಾರ್ಥಿಗಳು ಹಾಗೂ ಸಿಬ್ಬಂದಿ ಉಪಸ್ಥಿತರಿದ್ದರು. ಧ್ವಜ ವಂದನೆಯೊಂದಿಗೆ ಕಾರ್ಯಕ್ರಮ ಮುಕ್ತಾಯವಾಯಿತು. ಸಮಾರಂಭದಲ್ಲಿ ವಿವಿಧ ಸ್ಪರ್ಧೆಗಳಲ್ಲಿ ವಿಜೇತರಾದ ವಿದ್ಯಾರ್ಥಿಗಳಿಗೆ ಬಹುಮಾನ ವಿತರಿಸಲಾಯಿತು. ಹಿರಿಯ ಉಪನ್ಯಾಸಕರು ದೇಶದ ಸ್ವಾತಂತ್ರ್ಯ ಹೋರಾಟದ ಇತಿಹಾಸ ಕುರಿತು ಉಪನ್ಯಾಸ ನೀಡಿದರು. bbox=[965, 417, 1515, 524]
section-rule bbox=[459, 1176, 1515, 1178]
article-body-column: ಮಧುಗಿರಿ: ಶ್ರೀ ಪತಂಜಲಿ ಯೋಗ ಶಿಕ್ಷಣ ಸಮಿತಿಯ ಕಾರ್ಯ ಶ್ಲಾಘನೀಯ ಎಂದು ಮುಖ್ಯ ಅತಿಥಿಗಳು ಹೇಳಿದರು. ಯೋಗದಿಂದ ದೈಹಿಕ ಹಾಗೂ ಮಾನಸಿಕ ಆರೋಗ್ಯ ವೃದ್ಧಿಯಾಗುತ್ತದೆ. ಪ್ರತಿಯೊಬ್ಬರೂ ನಿತ್ಯ ಯೋಗಾಭ್ಯಾಸ ಮಾಡಬೇಕು ಎಂದರು. bbox=[1046, 1276, 1278, 1364]
logo-word-1: ವಿಶಾಲ bbox=[74, 97, 146, 134]
article-headline: ದೇಶದ ರಾಷ್ಟ್ರಧ್ವಜ ಸ್ವಾಭಿಮಾನದ ಪ್ರತೀಕ bbox=[1050, 156, 1430, 190]
headline-line-1: ಶ್ರೀಪತಂಜಲಿ ಯೋಗ ಶಿಕ್ಷಣ bbox=[1046, 1185, 1344, 1225]
column-divider bbox=[450, 596, 452, 2335]
section-rule bbox=[459, 1731, 1515, 1733]
registration-mark-icon bbox=[736, 2346, 757, 2367]
article-body-column: ಬೀಗ ಹೊಡೆದು ಅರ್ಧ ಕೆಜಿ ಬೆಳ್ಳಿ, 50 ಸಾವಿರ ನಗದು ಮತ್ತು ಇದೇ ಬಡಾವಣೆಯ ನಾಗರತ್ನಮ್ಮ ಮನೆಯಲ್ಲಿ 25 ಸಾವಿರ ನಗದು ದೋಚಿದ್ದಾರೆ. ಅನೇಕ ಮನೆಗಳಲ್ಲಿ ಕೃತ್ಯ ನಡೆದಿದ್ದು ರಾತ್ರಿ ವೇಳೆ ಗಸ್ತು ಹೆಚ್ಚಿಸುವಂತೆ ಸಾರ್ವಜನಿಕರು ಒತ್ತಾಯಿಸಿದ್ದಾರೆ. ಕಳೆದ 15 ದಿನಗಳಿಂದ ಈ ಭಾಗದಲ್ಲಿ ಕಳ್ಳತನ ನಿರಂತರವಾಗಿ ನಡೆಯುತ್ತಿದೆ. bbox=[304, 477, 723, 553]
article-body-row bbox=[1046, 1275, 1515, 1455]
article-body: ತುಮಕೂರು: ಜಲಜೀವನ್ ಮಿಷನ್ ಯೋಜನೆಯಡಿ ಮನೆ ಮನೆಗೆ ಕುಡಿಯುವ ನೀರು ಒದಗಿಸುವ ಕಾಮಗಾರಿಗೆ ಗ್ರಾಮದಲ್ಲಿ ಭೂಮಿಪೂಜೆ ನೆರವೇರಿಸಲಾಯಿತು. ಪ್ರತಿ ಮನೆಗೂ ಶುದ್ಧ ಕುಡಿಯುವ ನೀರು ಸರಬರಾಜು ಮಾಡಬೇಕೆಂಬುದು ಪ್ರಧಾನ ಮಂತ್ರಿ ನರೇಂದ್ರ ಮೋದಿಯವರ ಕನಸಾಗಿದೆ ಎಂದರು. ತಾಲೂಕಿನಲ್ಲಿ ಬಹುಪಾಲು ಗ್ರಾಮಗಳಿಗೆ ಜಲಜೀವನ್ ಯೋಜನೆಯಡಿ ಮನೆ ಮನೆಗೆ ನೀರನ್ನು ಒದಗಿಸಲಾಗುತ್ತಿದೆ. ಗ್ರಾಮದ ಸುಮಾರು 130 ಮನೆಗಳಿಗೆ 56 ಲಕ್ಷ ರೂ ವೆಚ್ಚದಲ್ಲಿ ಈ ಕಾಮಗಾರಿ ನಡೆಯಲಿದೆ ಎಂದು ತಿಳಿಸಿದರು. ಕಾರ್ಯಕ್ರಮದಲ್ಲಿ ಚೈತರಹೊಸಳ್ಳಿ ರಾಮಚಂದ್ರು, ಕಣತೂರು ಲಕ್ಷ್ಮಣಗೌಡ, ಗ್ರಾಮದ ಮುಖಂಡರಾದ ನಟರಾಜು, ನವೀನ್, ಕಾಂತರಾಜು, ರಂಗನಾಥ್, ರಾಕೇಶ್, ಸೋಮಶೇಖರ್, ಗಂಗಾಧರ್, ಅಪ್ಪು ಡೆಕೋರೇಟರ್ಸ್ ಭರತ್ ಇದರು. ಗ್ರಾಮ ಪಂಚಾಯಿತಿ ಅಧ್ಯಕ್ಷರು, ಸದಸ್ಯರು ಹಾಗೂ ನೀರು ಸರಬರಾಜು ಇಲಾಖೆ ಅಧಿಕಾರಿಗಳು ಉಪಸ್ಥಿತರಿದ್ದರು. ಕಾಮಗಾರಿಯನ್ನು ಶೀಘ್ರ ಪೂರ್ಣಗೊಳಿಸುವಂತೆ ಗ್ರಾಮಸ್ಥರು ಮನವಿ ಮಾಡಿದರು. bbox=[459, 1485, 1032, 1632]
crop-mark bbox=[0, 120, 36, 122]
article-national-flag bbox=[965, 156, 1515, 587]
article-water-works bbox=[459, 1185, 1032, 1725]
edition-date: 24 ಗುರುವಾರ | ಜುಲೈ 2025 bbox=[686, 107, 892, 129]
article-headline: ಸರಣಿ ಕಳ್ಳತನಕ್ಕೆ ಬೆಚ್ಚಿ ಬಿದ್ದ ಸಾರ್ವಜನಿಕರು bbox=[63, 156, 773, 216]
article-headline: ಕಂದಾಯ ವಸೂಲು ಮಾಡಲು ತಮಟೆ ಬಾರಿಸಿ ಎಚ್ಚರಿಕೆ bbox=[586, 639, 1388, 694]
column-divider bbox=[1130, 1739, 1132, 2335]
article-body-column: ತುಮಕೂರು: ನಗರದ ವಿದ್ಯಾವಾಹಿನಿ ಪ್ರಥಮ ದರ್ಜೆ ಕಾಲೇಜು, ಐಸಿಟಿ ಅಕಾಡೆಮಿಯ ಸದಸ್ಯತ್ವ ಪಡೆದಿದೆ. ಇದರ ಮೂಲಕ ವಿದ್ಯಾರ್ಥಿಗಳಿಗೆ ಹೊಸ ತಂತ್ರಜ್ಞಾನ ಕುರಿತ ತರಬೇತಿ ದೊರೆಯಲಿದೆ. ಇದೇ 23 ಜುಲೈ 2025 ರಂದು ನಡೆದ ಸಮಾರಂಭದಲ್ಲಿ ಸದಸ್ಯತ್ವ ಪತ್ರವನ್ನು ಹಸ್ತಾಂತರಿಸಲಾಯಿತು. ಐಸಿಟಿ ಅಕಾಡೆಮಿ ಉದ್ಯಮ ಸಂಸ್ಥೆಗಳ ಸಹಯೋಗದಲ್ಲಿ ವಿದ್ಯಾರ್ಥಿಗಳಿಗೆ ಕೌಶಲ್ಯ ತರಬೇತಿ ನೀಡುತ್ತದೆ. bbox=[459, 1789, 739, 1914]
article-headline: ಅಂತರ್ಜಾಲ ಭದ್ರತೆ ಕುರಿತು ಸಮ್ಮೇಳನ bbox=[1139, 1986, 1485, 2019]
article-body-row bbox=[459, 1788, 1125, 2037]
